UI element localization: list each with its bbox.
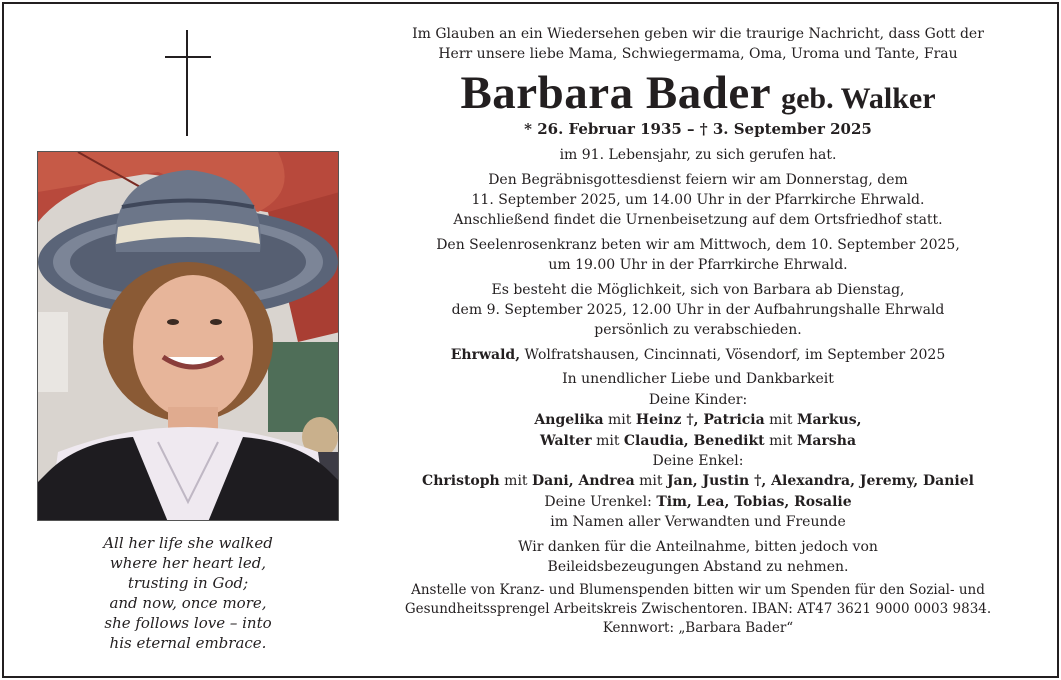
cross-icon [186,30,188,136]
love-line: In unendlicher Liebe und Dankbarkeit [562,371,834,388]
children-heading: Deine Kinder: [648,391,748,408]
poem-line: trusting in God; [127,574,249,592]
thanks-line: Wir danken für die Anteilnahme, bitten jedoch von [518,538,878,555]
name-bold: Markus, [796,412,862,429]
poem-line: his eternal embrace. [109,634,267,652]
connector: mit [764,432,797,449]
name-main: Barbara Bader [460,66,772,119]
name-bold: Jan, Justin †, Alexandra, Jeremy, Daniel [666,473,974,490]
connector: mit [603,412,636,429]
poem [40,533,336,653]
thanks-line: Beileidsbezeugungen Abstand zu nehmen. [547,558,849,575]
great-grandchildren-label: Deine Urenkel: [544,493,657,510]
donation-line: Kennwort: „Barbara Bader“ [602,620,794,637]
children-line [368,431,1028,451]
funeral-line: Den Begräbnisgottesdienst feiern wir am Donnerstag, dem [488,171,908,188]
funeral-line: Anschließend findet die Urnenbeisetzung auf dem Ortsfriedhof statt. [453,212,943,229]
poem-line: where her heart led, [109,554,267,572]
connector: mit [591,432,624,449]
great-grandchildren-line [368,492,1028,512]
name-bold: Claudia, Benedikt [623,432,765,449]
connector: mit [499,473,532,490]
obituary-text [368,24,1028,638]
place-bold: Ehrwald, [450,346,521,363]
name-bold: Walter [539,432,592,449]
intro-line: Im Glauben an ein Wiedersehen geben wir die traurige Nachricht, dass Gott der [412,26,984,42]
donation-line: Anstelle von Kranz- und Blumenspenden bitten wir um Spenden für den Sozial- und [411,582,985,599]
intro-line: Herr unsere liebe Mama, Schwiegermama, Oma, Uroma und Tante, Frau [438,46,958,63]
viewing-line: Es besteht die Möglichkeit, sich von Barbara ab Dienstag, [491,281,905,298]
name-bold: Christoph [422,473,500,490]
name-maiden: geb. Walker [781,81,936,115]
great-grandchildren-names: Tim, Lea, Tobias, Rosalie [656,493,852,510]
viewing-line: persönlich zu verabschieden. [594,322,802,339]
place-rest: Wolfratshausen, Cincinnati, Vösendorf, im September 2025 [520,346,946,363]
poem-line: All her life she walked [103,534,273,552]
connector: mit [764,412,797,429]
viewing-line: dem 9. September 2025, 12.00 Uhr in der Aufbahrungshalle Ehrwald [451,302,945,319]
relatives-line: im Namen aller Verwandten und Freunde [550,514,846,531]
name-bold: Angelika [534,412,604,429]
name-bold: Heinz †, Patricia [635,412,765,429]
life-dates: * 26. Februar 1935 – † 3. September 2025 [524,119,872,138]
age-line: im 91. Lebensjahr, zu sich gerufen hat. [559,147,837,164]
grandchildren-heading: Deine Enkel: [652,452,744,469]
grandchildren-line [368,471,1028,491]
poem-line: and now, once more, [109,594,267,612]
donation-line: Gesundheitssprengel Arbeitskreis Zwischentoren. IBAN: AT47 3621 9000 0003 9834. [404,601,992,618]
cross-icon-bar [165,56,211,58]
deceased-name [368,67,1028,119]
rosary-line: um 19.00 Uhr in der Pfarrkirche Ehrwald. [548,257,848,274]
place-date-line [368,345,1028,365]
poem-line: she follows love – into [104,614,272,632]
portrait-photo [37,151,339,521]
funeral-line: 11. September 2025, um 14.00 Uhr in der Pfarrkirche Ehrwald. [471,192,925,209]
name-bold: Dani, Andrea [532,473,635,490]
name-bold: Marsha [796,432,857,449]
connector: mit [634,473,667,490]
children-line [368,410,1028,430]
rosary-line: Den Seelenrosenkranz beten wir am Mittwoch, dem 10. September 2025, [436,236,960,253]
